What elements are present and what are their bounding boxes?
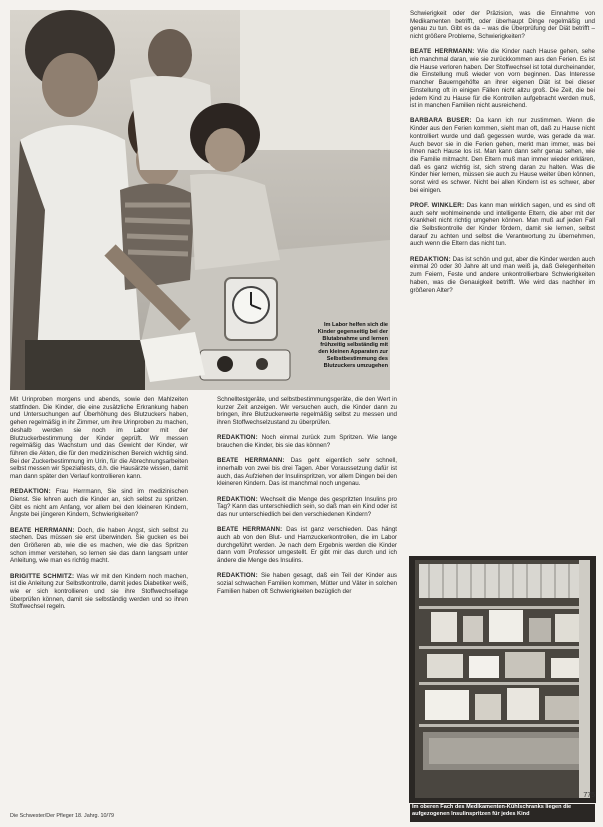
paragraph-text: Wechselt die Menge des gespritzten Insulins pro Tag? Kann das unterschiedlich sein, so daß man ein Kind oder ist das nur unterschiedlich bei den verschiedenen Kindern?: [217, 495, 397, 518]
speaker-label: BEATE HERRMANN:: [10, 526, 75, 534]
paragraph-text: Das ist ganz verschieden. Das hängt auch ab von den Blut- und Harnzuckerkontrollen, die im Labor durchgeführt werden. Je nach dem Ergebnis werden die Kinder dann vom Professor umgestellt. Er gibt mir das durch und ich ändere die Menge des Insulins.: [217, 526, 397, 564]
fridge-photo-caption: Im oberen Fach des Medikamenten-Kühlschranks liegen die aufgezogenen Insulinspritzen für jedes Kind: [410, 804, 595, 822]
paragraph: [217, 526, 397, 565]
speaker-label: BRIGITTE SCHMITZ:: [10, 572, 75, 580]
speaker-label: REDAKTION:: [217, 495, 258, 503]
paragraph-text: Noch einmal zurück zum Spritzen. Wie lange brauchen die Kinder, bis sie das können?: [217, 434, 397, 450]
paragraph-text: Das geht eigentlich sehr schnell, innerhalb von zwei bis drei Tagen. Aber Voraussetzung dafür ist auch, das Aufziehen der Insulinspritzen, vor allem Dingen bei den kleineren Kindern. Das ist manchmal noch ungenau.: [217, 457, 397, 488]
paragraph: [410, 202, 595, 248]
paragraph: [217, 496, 397, 519]
paragraph-text: Mit Urinproben morgens und abends, sowie den Mahlzeiten stattfinden. Die Kinder, die eine zusätzliche Erkrankung haben und Untersuchungen auf Überhöhung des Blutzuckers haben, gehen regelmäßig in ihr Zimmer, um ihre Urinproben zu machen, deshalb werden sie noch im Labor mit der Blutzuckerbestimmung der Kinder geprüft. Wir messen regelmäßig das Wachstum und das Gewicht der Kinder, wir führen die Akten, die für den medizinischen Bereich wichtig sind. Bei der Zuckerbestimmung im Urin, für die Abrechnungsarbeiten selbst messen wir Spezialtests, d.h. die Hausärzte wissen, damit man dann später den Verlauf kontrollieren kann.: [10, 396, 188, 481]
paragraph-text: Sie haben gesagt, daß ein Teil der Kinder aus sozial schwachen Familien kommen, Mütter und Väter in solchen Familien haben oft Schwierigkeiten bezüglich der: [217, 572, 397, 595]
text-column-left: [10, 396, 188, 809]
paragraph: [10, 396, 188, 481]
paragraph: [217, 396, 397, 427]
speaker-label: REDAKTION:: [217, 434, 258, 442]
speaker-label: PROF. WINKLER:: [410, 201, 465, 209]
paragraph: [217, 434, 397, 449]
text-column-middle: [217, 396, 397, 809]
paragraph: [10, 573, 188, 612]
paragraph-text: Frau Herrmann, Sie sind im medizinischen Dienst. Sie lehren auch die Kinder an, sich selbst zu spritzen. Gibt es nicht am Anfang, vor allem bei den kleineren Kindern, Ängste bei jüngeren Kindern, Schwierigkeiten?: [10, 488, 188, 519]
paragraph-text: Schnelltestgeräte, und selbstbestimmungsgeräte, die den Wert in kurzer Zeit anzeigen. Wir versuchen auch, die Kinder dann zu bringen, ihre Blutzuckerwerte regelmäßig selbst zu messen und ihren Stoffwechselzustand zu überprüfen.: [217, 396, 397, 427]
paragraph: [410, 256, 595, 295]
paragraph: [10, 488, 188, 519]
speaker-label: BARBARA BUSER:: [410, 117, 472, 125]
speaker-label: REDAKTION:: [217, 572, 258, 580]
paragraph-text: Das ist schön und gut, aber die Kinder werden auch einmal 20 oder 30 Jahre alt und man weiß ja, daß Gelegenheiten zum Feiern, Feste und andere unkontrollierbare Schwierigkeiten haben, was die Genauigkeit betrifft. Wie wird das nachher im größeren Alter?: [410, 255, 595, 294]
lab-photo-caption: Im Labor helfen sich die Kinder gegenseitig bei der Blutabnahme und lernen frühzeitig selbständig mit den kleinen Apparaten zur Selbstbestimmung des Blutzuckers umzugehen: [317, 322, 388, 369]
text-column-top-right: [410, 10, 595, 538]
paragraph: [410, 117, 595, 194]
speaker-label: BEATE HERRMANN:: [217, 526, 283, 534]
paragraph-text: Da kann ich nur zustimmen. Wenn die Kinder aus den Ferien kommen, sieht man oft, daß zu Hause nicht kontrolliert wurde und daß gegessen wurde, was gerade da war. Auch bevor sie in die Ferien gehen, merkt man immer, was bei ihnen nach Hause los ist. Man kann dann sehr genau sehen, wie die Familie mitmacht. Den Eltern muß man immer wieder erklären, daß es ganz wichtig ist, sich streng daran zu halten. Was die Kinder hier lernen, müssen sie auch zu Hause weiter üben können, sonst wird es schwer. Nicht bei allen Kindern ist es schwer, aber bei einigen.: [410, 117, 595, 194]
paragraph: [410, 10, 595, 41]
speaker-label: BEATE HERRMANN:: [217, 457, 285, 465]
page-number: 775: [583, 792, 595, 799]
speaker-label: REDAKTION:: [10, 488, 51, 496]
paragraph: [410, 48, 595, 110]
paragraph-text: Doch, die haben Angst, sich selbst zu stechen. Das müssen sie erst überwinden. Sie gucken es bei den Größeren ab, wie die es machen, wie die das Spritzen schon immer verstehen, so lernen sie das dann langsam unter Anleitung, wie man es richtig macht.: [10, 526, 188, 565]
paragraph-text: Was wir mit den Kindern noch machen, ist die Anleitung zur Selbstkontrolle, damit jedes Diabetiker weiß, wie er sich kontrollieren und sie ihre Stoffwechsellage überprüfen können, damit sie selbständig werden und so ihren Stoffwechsel regeln.: [10, 572, 188, 611]
paragraph-text: Schwierigkeit oder der Präzision, was die Einnahme von Medikamenten betrifft, oder überhaupt Dinge regelmäßig und genau zu tun. Gibt es da – was die Überprüfung der Diät betrifft – nicht größere Probleme, Schwierigkeiten?: [410, 10, 595, 41]
paragraph: [10, 527, 188, 566]
paragraph: [217, 572, 397, 595]
paragraph-text: Wie die Kinder nach Hause gehen, sehe ich manchmal daran, wie sie zurückkommen aus den Ferien. Es ist die Hause verloren haben. Der Stoffwechsel ist total durcheinander, die Einstellung muß wieder von vorn beginnen. Das Interesse mancher Bauerngehöfte an ihrer eigenen Diät ist bei dieser Einstellung oft in einigen Fällen nicht allzu groß. Die Zeit, die bei jedem Kind zu Hause für die Kontrollen aufgebracht werden muß, ist in manchen Familien nicht ausreichend.: [410, 48, 595, 110]
speaker-label: REDAKTION:: [410, 255, 451, 263]
paragraph-text: Das kann man wirklich sagen, und es sind oft auch sehr wohlmeinende und intelligente Eltern, die aber mit der Krankheit nicht richtig umgehen können. Man muß auf jeden Fall die Selbstkontrolle der Kinder fördern, damit sie lernen, selbst darauf zu achten und selbst die Verantwortung zu übernehmen, auch wenn die Eltern das nicht tun.: [410, 201, 595, 248]
speaker-label: BEATE HERRMANN:: [410, 48, 475, 56]
paragraph: [217, 457, 397, 488]
footer-journal: Die Schwester/Der Pfleger 18. Jahrg. 10/79: [10, 813, 114, 819]
fridge-photo: [409, 556, 596, 803]
